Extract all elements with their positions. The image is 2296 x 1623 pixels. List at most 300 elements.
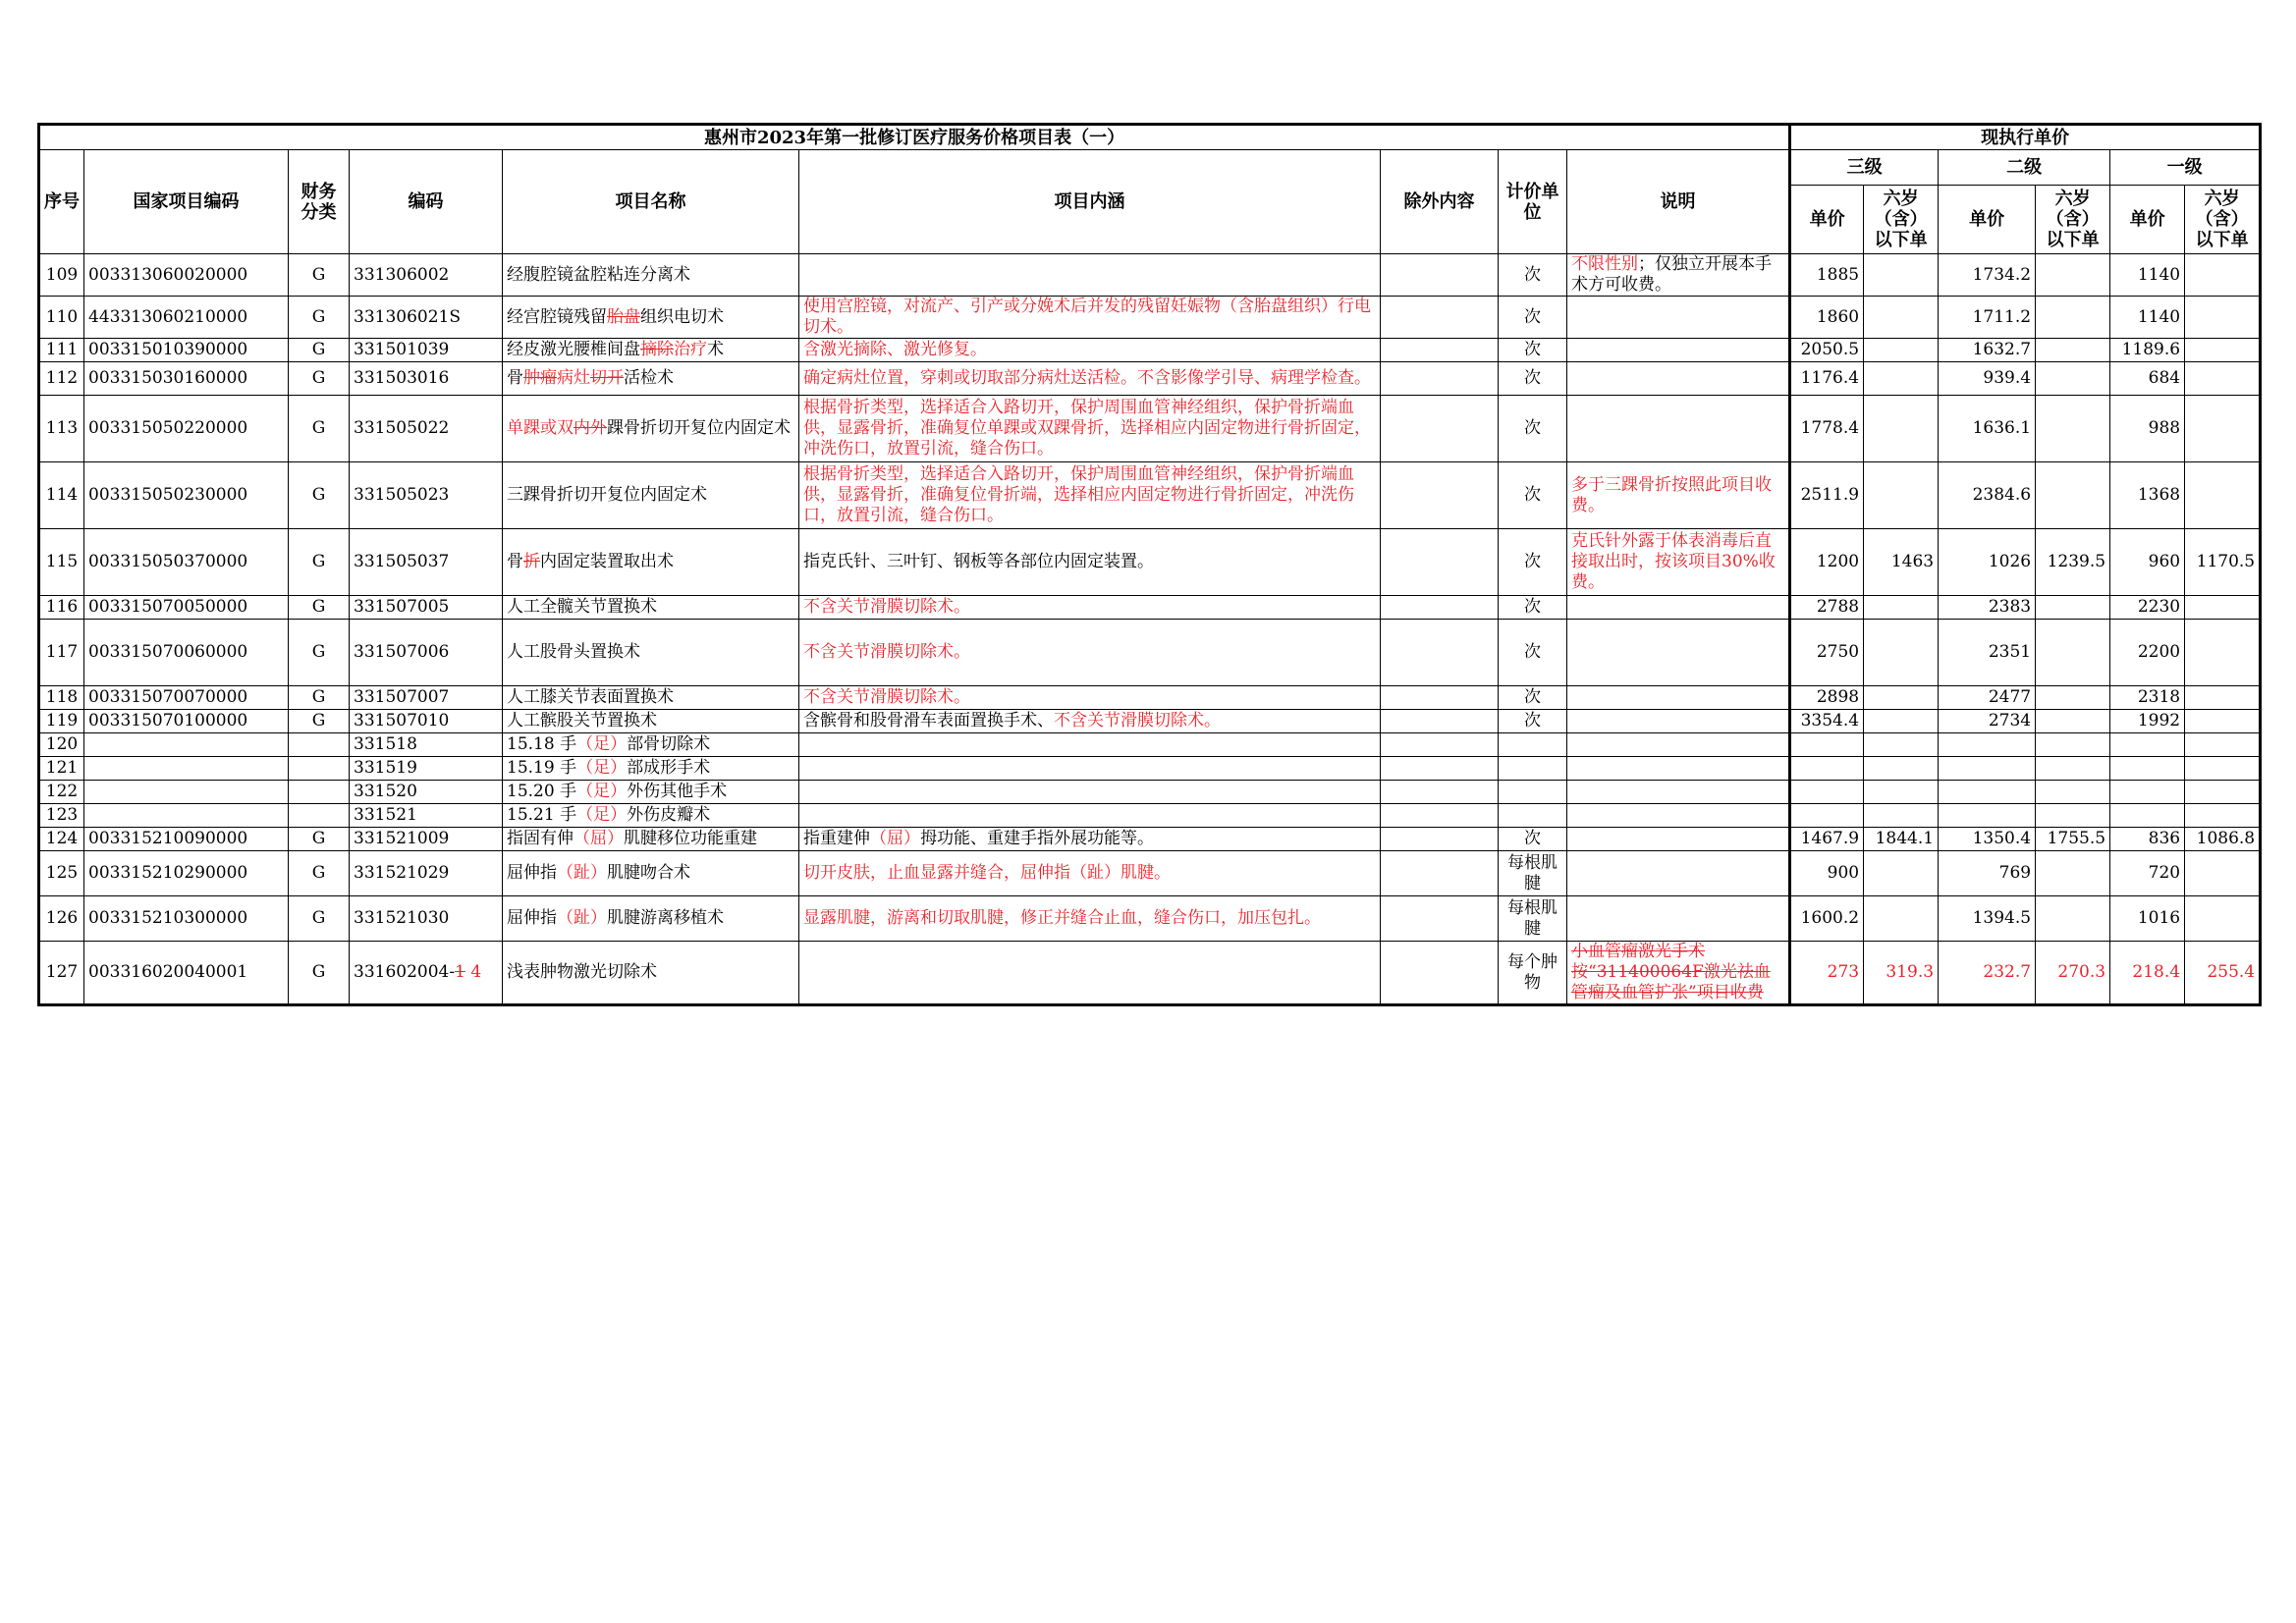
item-content-cell: [799, 297, 1381, 339]
level1-child-price-cell: [2185, 396, 2261, 462]
code-cell: 331306021S: [350, 297, 503, 339]
name-header: 项目名称: [503, 150, 799, 254]
table-row: [39, 339, 2261, 362]
level3-child-price-cell: [1864, 254, 1939, 297]
text-segment: （足）: [576, 782, 628, 801]
text-segment: 摘除: [640, 340, 674, 359]
text-segment: （趾）: [557, 908, 607, 928]
level1-unit-price-cell: 988: [2110, 396, 2185, 462]
item-content-cell: [799, 896, 1381, 942]
code-cell: 331505023: [350, 462, 503, 529]
exclusion-cell: [1381, 529, 1499, 596]
exclusion-cell: [1381, 596, 1499, 620]
level3-unit-price-cell: 2750: [1790, 620, 1864, 686]
text-segment: （足）: [576, 758, 628, 778]
note-cell: [1567, 596, 1790, 620]
level1-unit-price-cell: [2110, 804, 2185, 828]
level2-header: 二级: [1939, 150, 2110, 186]
national-code-cell: 003315010390000: [84, 339, 289, 362]
note-cell: [1567, 757, 1790, 781]
text-segment: 肌腱吻合术: [607, 863, 690, 883]
level2-child-price-cell: [2036, 733, 2110, 757]
code-cell: 331520: [350, 781, 503, 804]
level3-unit-price-cell: 2511.9: [1790, 462, 1864, 529]
exclusion-cell: [1381, 297, 1499, 339]
unit-cell: 次: [1499, 462, 1567, 529]
level1-child-price-cell: [2185, 620, 2261, 686]
exclusion-cell: [1381, 620, 1499, 686]
text-segment: （趾）: [557, 863, 607, 883]
seq-header: 序号: [39, 150, 84, 254]
text-segment: 外伤其他手术: [627, 782, 728, 801]
table-row: [39, 804, 2261, 828]
level2-unit-price-cell: 2477: [1939, 686, 2036, 710]
level3-unit-price-cell: 1600.2: [1790, 896, 1864, 942]
note-cell: [1567, 254, 1790, 297]
code-header: 编码: [350, 150, 503, 254]
unit-cell: 次: [1499, 254, 1567, 297]
text-segment: 显露肌腱，游离和切取肌腱，修正并缝合止血，缝合伤口，加压包扎。: [803, 908, 1321, 928]
level3-unit-price-cell: 1467.9: [1790, 828, 1864, 851]
finance-cell: G: [289, 896, 350, 942]
national-code-cell: 003315070070000: [84, 686, 289, 710]
item-name-cell: [503, 851, 799, 896]
item-content-cell: [799, 710, 1381, 733]
text-segment: 人工髌股关节置换术: [507, 711, 657, 730]
note-cell: [1567, 529, 1790, 596]
exclusion-cell: [1381, 828, 1499, 851]
level2-child-price-cell: [2036, 804, 2110, 828]
text-segment: 治疗: [674, 340, 707, 359]
unit-cell: [1499, 757, 1567, 781]
note-cell: [1567, 339, 1790, 362]
finance-cell: [289, 804, 350, 828]
item-content-cell: [799, 781, 1381, 804]
finance-cell: G: [289, 620, 350, 686]
seq-cell: 111: [39, 339, 84, 362]
level2-child-price-cell: [2036, 686, 2110, 710]
unit-cell: 次: [1499, 297, 1567, 339]
table-row: [39, 942, 2261, 1005]
seq-cell: 119: [39, 710, 84, 733]
text-segment: 331602004-: [354, 962, 456, 982]
finance-cell: [289, 781, 350, 804]
level1-unit-price-cell: 218.4: [2110, 942, 2185, 1005]
item-name-cell: [503, 620, 799, 686]
note-cell: [1567, 462, 1790, 529]
code-cell: 331521: [350, 804, 503, 828]
national-code-cell: 003315050370000: [84, 529, 289, 596]
finance-cell: [289, 757, 350, 781]
unit-cell: 次: [1499, 396, 1567, 462]
item-name-cell: [503, 942, 799, 1005]
exclusion-cell: [1381, 462, 1499, 529]
note-cell: [1567, 297, 1790, 339]
item-name-cell: [503, 781, 799, 804]
exclusion-cell: [1381, 710, 1499, 733]
text-segment: 屈伸指: [507, 863, 557, 883]
text-segment: 胎盘: [607, 306, 640, 327]
level3-unit-price-cell: 1778.4: [1790, 396, 1864, 462]
seq-cell: 112: [39, 362, 84, 396]
seq-cell: 127: [39, 942, 84, 1005]
text-segment: 经腹腔镜盆腔粘连分离术: [507, 264, 690, 285]
text-segment: 不含关节滑膜切除术。: [803, 642, 970, 662]
level2-child-price-cell: [2036, 254, 2110, 297]
level1-child-price-cell: 255.4: [2185, 942, 2261, 1005]
exclusion-cell: [1381, 686, 1499, 710]
level1-unit-price-cell: 1140: [2110, 254, 2185, 297]
note-cell: [1567, 620, 1790, 686]
level1-unit-price-cell: 1992: [2110, 710, 2185, 733]
text-segment: 内外: [574, 418, 607, 438]
text-segment: 1: [455, 962, 465, 982]
text-segment: 切开皮肤，止血显露并缝合，屈伸指（趾）肌腱。: [803, 863, 1171, 883]
item-content-cell: [799, 851, 1381, 896]
level2-unit-price-cell: 232.7: [1939, 942, 2036, 1005]
note-cell: [1567, 851, 1790, 896]
national-code-cell: [84, 804, 289, 828]
item-name-cell: [503, 710, 799, 733]
note-cell: [1567, 942, 1790, 1005]
national-code-header: 国家项目编码: [84, 150, 289, 254]
level3-header: 三级: [1790, 150, 1939, 186]
finance-cell: G: [289, 851, 350, 896]
level3-unit-price-cell: 2898: [1790, 686, 1864, 710]
unit-cell: 次: [1499, 828, 1567, 851]
level1-child-price-cell: [2185, 254, 2261, 297]
item-content-cell: [799, 804, 1381, 828]
content-header: 项目内涵: [799, 150, 1381, 254]
exclusion-header: 除外内容: [1381, 150, 1499, 254]
level3-unit-price-cell: [1790, 733, 1864, 757]
text-segment: （屈）: [870, 829, 920, 848]
text-segment: 折: [523, 552, 540, 571]
level2-unit-price-cell: [1939, 757, 2036, 781]
code-cell: [350, 942, 503, 1005]
level1-child-price-cell: [2185, 339, 2261, 362]
table-row: [39, 529, 2261, 596]
level2-child-price-cell: 1239.5: [2036, 529, 2110, 596]
level3-child-price-cell: [1864, 462, 1939, 529]
item-name-cell: [503, 733, 799, 757]
level2-child-price-cell: [2036, 462, 2110, 529]
finance-cell: G: [289, 828, 350, 851]
level1-child-price-cell: [2185, 757, 2261, 781]
text-segment: 人工全髋关节置换术: [507, 597, 657, 617]
level1-child-price-header: 六岁（含）以下单: [2185, 186, 2261, 254]
text-segment: 组织电切术: [640, 306, 724, 327]
level3-unit-price-cell: 1176.4: [1790, 362, 1864, 396]
table-row: [39, 362, 2261, 396]
level3-child-price-cell: 319.3: [1864, 942, 1939, 1005]
note-header: 说明: [1567, 150, 1790, 254]
text-segment: 单踝或双: [507, 418, 574, 438]
item-name-cell: [503, 362, 799, 396]
text-segment: 指重建伸: [803, 829, 870, 848]
text-segment: 人工股骨头置换术: [507, 642, 640, 662]
text-segment: 三踝骨折切开复位内固定术: [507, 485, 707, 505]
table-body: [39, 254, 2261, 1005]
text-segment: 外伤皮瓣术: [627, 805, 711, 825]
level2-unit-price-cell: 769: [1939, 851, 2036, 896]
finance-cell: G: [289, 254, 350, 297]
unit-cell: 次: [1499, 362, 1567, 396]
code-cell: 331503016: [350, 362, 503, 396]
exclusion-cell: [1381, 804, 1499, 828]
item-content-cell: [799, 757, 1381, 781]
unit-cell: 次: [1499, 529, 1567, 596]
level1-unit-price-cell: [2110, 733, 2185, 757]
level2-unit-price-header: 单价: [1939, 186, 2036, 254]
code-cell: 331521030: [350, 896, 503, 942]
level3-child-price-cell: [1864, 297, 1939, 339]
table-row: [39, 757, 2261, 781]
finance-cell: G: [289, 596, 350, 620]
exclusion-cell: [1381, 733, 1499, 757]
level1-unit-price-cell: [2110, 781, 2185, 804]
level2-unit-price-cell: 2383: [1939, 596, 2036, 620]
finance-cell: G: [289, 942, 350, 1005]
note-cell: [1567, 733, 1790, 757]
code-cell: 331306002: [350, 254, 503, 297]
seq-cell: 121: [39, 757, 84, 781]
level2-child-price-cell: [2036, 851, 2110, 896]
national-code-cell: 003315070060000: [84, 620, 289, 686]
level3-child-price-cell: [1864, 596, 1939, 620]
unit-cell: 次: [1499, 596, 1567, 620]
text-segment: 肌腱移位功能重建: [624, 829, 757, 848]
text-segment: 经宫腔镜残留: [507, 306, 607, 327]
text-segment: 骨: [507, 368, 523, 388]
level1-unit-price-cell: 836: [2110, 828, 2185, 851]
table-row: [39, 596, 2261, 620]
exclusion-cell: [1381, 254, 1499, 297]
level1-child-price-cell: [2185, 733, 2261, 757]
text-segment: ；仅独立开展本手术方可收费。: [1571, 254, 1772, 295]
level3-unit-price-cell: [1790, 781, 1864, 804]
note-cell: [1567, 686, 1790, 710]
level1-child-price-cell: 1170.5: [2185, 529, 2261, 596]
text-segment: 不含关节滑膜切除术。: [1054, 711, 1221, 730]
level3-unit-price-cell: 900: [1790, 851, 1864, 896]
level2-child-price-cell: [2036, 339, 2110, 362]
level1-unit-price-cell: 2318: [2110, 686, 2185, 710]
text-segment: 15.19 手: [507, 758, 577, 778]
table-row: [39, 710, 2261, 733]
level3-child-price-cell: [1864, 686, 1939, 710]
text-segment: 指克氏针、三叶钉、钢板等各部位内固定装置。: [803, 552, 1154, 571]
level3-unit-price-cell: 1860: [1790, 297, 1864, 339]
exclusion-cell: [1381, 851, 1499, 896]
note-cell: [1567, 804, 1790, 828]
item-name-cell: [503, 396, 799, 462]
table-row: [39, 462, 2261, 529]
level3-child-price-cell: [1864, 339, 1939, 362]
table-title: 惠州市2023年第一批修订医疗服务价格项目表（一）: [39, 125, 1790, 150]
seq-cell: 120: [39, 733, 84, 757]
note-cell: [1567, 896, 1790, 942]
text-segment: 不含关节滑膜切除术。: [803, 597, 970, 617]
level1-unit-price-cell: 1016: [2110, 896, 2185, 942]
seq-cell: 122: [39, 781, 84, 804]
text-segment: 骨: [507, 552, 523, 571]
national-code-cell: 443313060210000: [84, 297, 289, 339]
text-segment: 小血管瘤激光手术按“311400064F激光祛血管瘤及血管扩张”项目收费: [1571, 942, 1771, 1002]
seq-cell: 126: [39, 896, 84, 942]
item-content-cell: [799, 942, 1381, 1005]
level2-unit-price-cell: 1632.7: [1939, 339, 2036, 362]
item-content-cell: [799, 529, 1381, 596]
level2-child-price-cell: [2036, 620, 2110, 686]
national-code-cell: [84, 781, 289, 804]
level3-child-price-cell: [1864, 896, 1939, 942]
text-segment: 根据骨折类型，选择适合入路切开，保护周围血管神经组织，保护骨折端血供，显露骨折，准确复位骨折端，选择相应内固定物进行骨折固定，冲洗伤口，放置引流，缝合伤口。: [803, 464, 1354, 525]
item-name-cell: [503, 804, 799, 828]
text-segment: 含髌骨和股骨滑车表面置换手术、: [803, 711, 1054, 730]
code-cell: 331507010: [350, 710, 503, 733]
price-table: [37, 123, 2262, 1006]
code-cell: 331507006: [350, 620, 503, 686]
level3-child-price-cell: [1864, 362, 1939, 396]
level3-child-price-cell: [1864, 396, 1939, 462]
text-segment: 多于三踝骨折按照此项目收费。: [1571, 474, 1772, 515]
level1-child-price-cell: [2185, 781, 2261, 804]
seq-cell: 115: [39, 529, 84, 596]
table-row: [39, 620, 2261, 686]
item-name-cell: [503, 529, 799, 596]
level2-unit-price-cell: [1939, 733, 2036, 757]
text-segment: 术: [707, 340, 724, 359]
level2-child-price-cell: [2036, 297, 2110, 339]
text-segment: 经皮激光腰椎间盘: [507, 340, 640, 359]
seq-cell: 109: [39, 254, 84, 297]
level1-child-price-cell: [2185, 297, 2261, 339]
level1-unit-price-cell: 2200: [2110, 620, 2185, 686]
level2-unit-price-cell: 1350.4: [1939, 828, 2036, 851]
level3-child-price-cell: 1463: [1864, 529, 1939, 596]
unit-cell: 次: [1499, 620, 1567, 686]
finance-cell: [289, 733, 350, 757]
level1-header: 一级: [2110, 150, 2261, 186]
level3-child-price-cell: [1864, 757, 1939, 781]
code-cell: 331521009: [350, 828, 503, 851]
level1-child-price-cell: [2185, 804, 2261, 828]
text-segment: 指固有伸: [507, 829, 574, 848]
level2-child-price-cell: [2036, 781, 2110, 804]
item-name-cell: [503, 462, 799, 529]
level1-child-price-cell: [2185, 710, 2261, 733]
text-segment: 根据骨折类型，选择适合入路切开，保护周围血管神经组织，保护骨折端血供，显露骨折，准确复位单踝或双踝骨折，选择相应内固定物进行骨折固定，冲洗伤口，放置引流，缝合伤口。: [803, 398, 1371, 459]
table-row: [39, 254, 2261, 297]
level3-child-price-cell: [1864, 851, 1939, 896]
table-row: [39, 733, 2261, 757]
item-content-cell: [799, 339, 1381, 362]
level2-unit-price-cell: 2351: [1939, 620, 2036, 686]
national-code-cell: 003315210290000: [84, 851, 289, 896]
note-cell: [1567, 828, 1790, 851]
item-name-cell: [503, 254, 799, 297]
level2-child-price-cell: [2036, 896, 2110, 942]
level2-unit-price-cell: 1734.2: [1939, 254, 2036, 297]
finance-cell: G: [289, 710, 350, 733]
level1-unit-price-cell: 1368: [2110, 462, 2185, 529]
level3-unit-price-cell: [1790, 804, 1864, 828]
text-segment: 拇功能、重建手指外展功能等。: [920, 829, 1154, 848]
seq-cell: 123: [39, 804, 84, 828]
table-row: [39, 396, 2261, 462]
level2-child-price-cell: [2036, 710, 2110, 733]
unit-cell: [1499, 733, 1567, 757]
unit-cell: 次: [1499, 339, 1567, 362]
level3-unit-price-cell: [1790, 757, 1864, 781]
national-code-cell: 003315050230000: [84, 462, 289, 529]
item-content-cell: [799, 620, 1381, 686]
code-cell: 331505022: [350, 396, 503, 462]
item-content-cell: [799, 596, 1381, 620]
level3-child-price-cell: [1864, 733, 1939, 757]
level1-child-price-cell: [2185, 686, 2261, 710]
seq-cell: 110: [39, 297, 84, 339]
text-segment: 肿瘤: [523, 368, 557, 388]
unit-cell: 每根肌腱: [1499, 851, 1567, 896]
national-code-cell: 003315070050000: [84, 596, 289, 620]
table-row: [39, 896, 2261, 942]
national-code-cell: 003315030160000: [84, 362, 289, 396]
level2-unit-price-cell: 1026: [1939, 529, 2036, 596]
level3-child-price-cell: [1864, 781, 1939, 804]
code-cell: 331507005: [350, 596, 503, 620]
item-name-cell: [503, 828, 799, 851]
seq-cell: 116: [39, 596, 84, 620]
unit-cell: [1499, 781, 1567, 804]
seq-cell: 124: [39, 828, 84, 851]
level2-unit-price-cell: 2384.6: [1939, 462, 2036, 529]
text-segment: （足）: [576, 734, 628, 754]
seq-cell: 113: [39, 396, 84, 462]
text-segment: 不限性别: [1571, 254, 1638, 274]
exclusion-cell: [1381, 896, 1499, 942]
finance-cell: G: [289, 396, 350, 462]
level3-child-price-cell: 1844.1: [1864, 828, 1939, 851]
unit-cell: [1499, 804, 1567, 828]
text-segment: 确定病灶位置，穿刺或切取部分病灶送活检。不含影像学引导、病理学检查。: [803, 368, 1371, 388]
national-code-cell: 003313060020000: [84, 254, 289, 297]
seq-cell: 125: [39, 851, 84, 896]
level2-unit-price-cell: 939.4: [1939, 362, 2036, 396]
level1-child-price-cell: [2185, 851, 2261, 896]
finance-cell: G: [289, 529, 350, 596]
text-segment: 15.21 手: [507, 805, 577, 825]
code-cell: 331521029: [350, 851, 503, 896]
text-segment: 部骨切除术: [627, 734, 711, 754]
level2-unit-price-cell: [1939, 804, 2036, 828]
text-segment: 不含关节滑膜切除术。: [803, 687, 970, 707]
item-name-cell: [503, 297, 799, 339]
text-segment: 人工膝关节表面置换术: [507, 687, 674, 707]
item-content-cell: [799, 828, 1381, 851]
code-cell: 331501039: [350, 339, 503, 362]
item-content-cell: [799, 462, 1381, 529]
national-code-cell: 003315210300000: [84, 896, 289, 942]
item-content-cell: [799, 396, 1381, 462]
text-segment: 活检术: [624, 368, 674, 388]
code-cell: 331519: [350, 757, 503, 781]
exclusion-cell: [1381, 396, 1499, 462]
table-row: [39, 851, 2261, 896]
item-content-cell: [799, 254, 1381, 297]
level2-unit-price-cell: 2734: [1939, 710, 2036, 733]
